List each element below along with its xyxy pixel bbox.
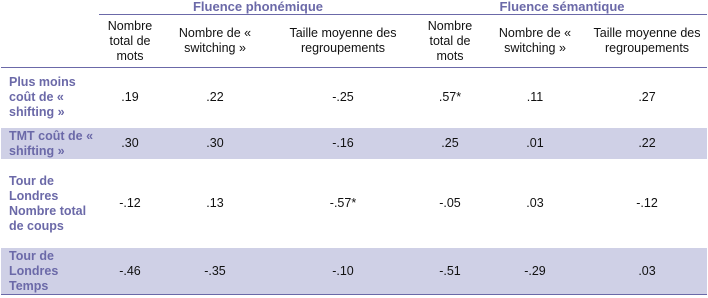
table-row: [1, 128, 707, 160]
table-cell: -.12: [636, 196, 658, 210]
column-header: Taille moyenne des regroupements: [587, 15, 707, 68]
column-header-blank: [1, 15, 99, 68]
column-header: Nombre de « switching »: [483, 15, 587, 68]
table-cell: -.12: [119, 196, 141, 210]
group-phonemic-header: Fluence phonémique: [99, 0, 417, 15]
table-cell: .27: [638, 90, 656, 104]
column-header-row: [1, 15, 707, 68]
table-row: [1, 160, 707, 248]
table-cell: .13: [206, 196, 224, 210]
table-row: [1, 248, 707, 295]
row-label: TMT coût de « shifting »: [9, 128, 94, 158]
table-cell: .22: [206, 90, 224, 104]
row-label: Tour de Londres Nombre total de coups: [9, 173, 87, 233]
table-cell: .03: [638, 263, 656, 278]
table-cell: .19: [121, 90, 139, 104]
table-cell: -.10: [332, 263, 354, 278]
table-cell: -.51: [439, 263, 461, 278]
table-cell: .22: [638, 136, 656, 150]
row-label: Plus moins coût de « shifting »: [9, 75, 76, 119]
column-header: Nombre de « switching »: [161, 15, 269, 68]
table-cell: .30: [121, 136, 139, 150]
correlation-table: [1, 0, 707, 295]
table-cell: .01: [526, 136, 544, 150]
table-cell: .57*: [438, 90, 462, 104]
table-cell: -.25: [332, 90, 354, 104]
table-cell: -.46: [119, 263, 141, 278]
group-header-row: [1, 0, 707, 15]
table-cell: .30: [206, 136, 224, 150]
corner-cell: [1, 0, 99, 15]
table-cell: -.35: [204, 263, 226, 278]
table-cell: .25: [441, 136, 459, 150]
table-cell: -.05: [439, 196, 461, 210]
table-cell: -.29: [524, 263, 546, 278]
row-label: Tour de Londres Temps: [9, 248, 59, 293]
table-cell: -.57*: [329, 196, 357, 210]
table-cell: -.16: [332, 136, 354, 150]
table-row: [1, 68, 707, 128]
table-cell: .03: [526, 196, 544, 210]
column-header: Taille moyenne des regroupements: [269, 15, 417, 68]
group-semantic-header: Fluence sémantique: [417, 0, 707, 15]
column-header: Nombre total de mots: [99, 15, 161, 68]
column-header: Nombre total de mots: [417, 15, 483, 68]
table-cell: .11: [526, 90, 544, 104]
